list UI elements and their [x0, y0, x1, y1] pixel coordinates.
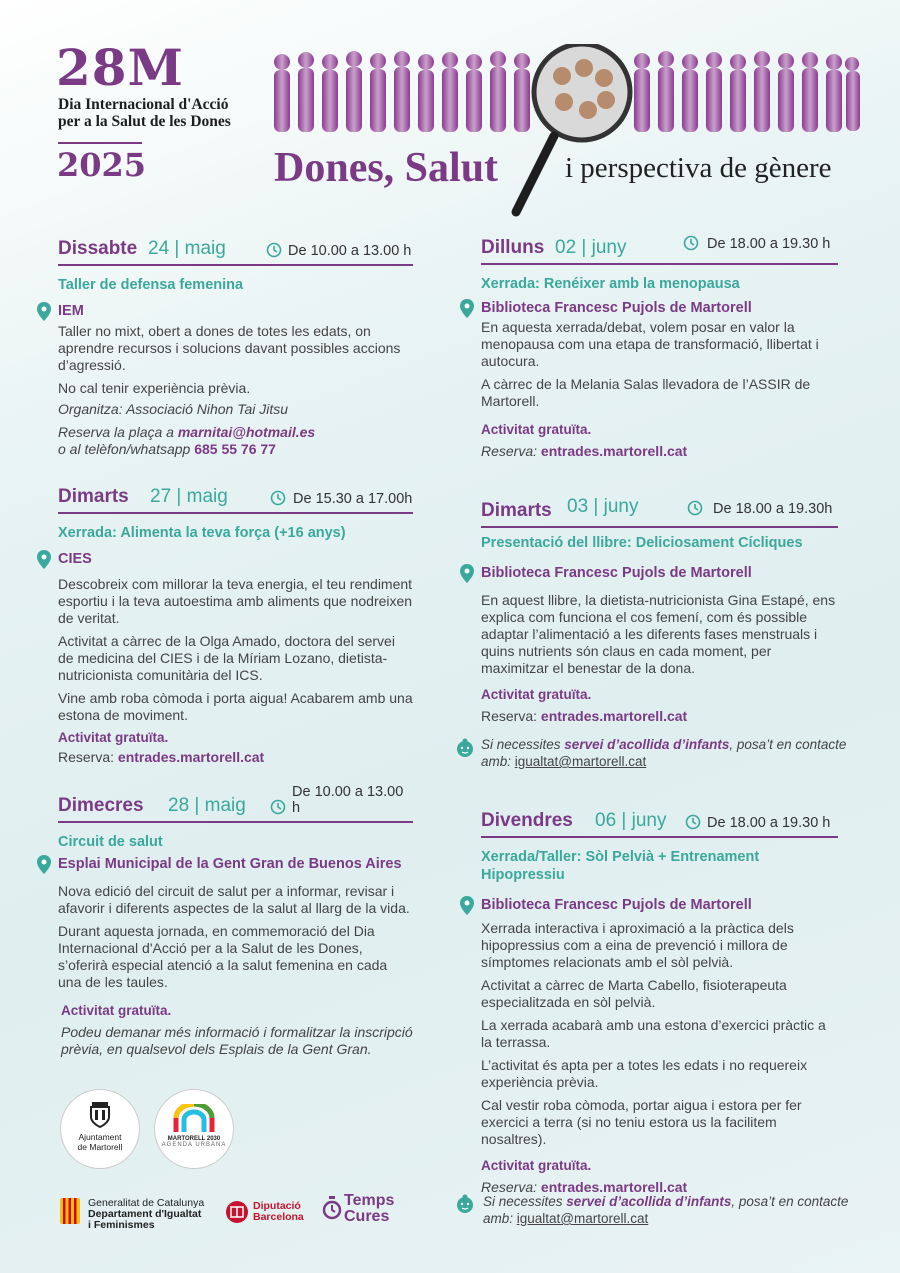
- free-activity-label: Activitat gratuïta.: [61, 1003, 172, 1018]
- event-sat24: [58, 238, 413, 458]
- reserve-link[interactable]: entrades.martorell.cat: [540, 443, 688, 459]
- reserve-phone[interactable]: 685 55 76 77: [194, 441, 276, 457]
- reserve-label: Reserva:: [58, 749, 118, 765]
- subtitle-line-1: Dia Internacional d'Acció: [58, 96, 229, 113]
- event-description: Xerrada interactiva i aproximació a la pràctica dels hipopressius com a eina de prevenció i millora de símptomes relacionats amb el sòl pelvià.: [481, 920, 794, 970]
- event-place: [58, 302, 413, 320]
- generalitat-line-1: Generalitat de Catalunya: [88, 1197, 205, 1209]
- reserve-label: Reserva:: [481, 1179, 541, 1195]
- event-note: No cal tenir experiència prèvia.: [58, 380, 251, 396]
- event-tue03: [481, 494, 838, 724]
- location-pin-icon: [37, 855, 51, 874]
- kids-text-c: , posa’t en contacte amb:: [483, 1194, 849, 1226]
- child-care-icon: [455, 738, 475, 758]
- event-note: Vine amb roba còmoda i porta aigua! Acabarem amb una estona de moviment.: [58, 690, 413, 723]
- event-speakers: A càrrec de la Melania Salas llevadora de l’ASSIR de Martorell.: [481, 376, 811, 409]
- diputacio-line-1: Diputació: [253, 1200, 301, 1212]
- event-description: Nova edició del circuit de salut per a informar, revisar i afavorir i diferents aspectes de la salut al llarg de la vida.: [58, 883, 410, 916]
- day-date: 06 | juny: [595, 810, 667, 831]
- kids-email-link[interactable]: igualtat@martorell.cat: [516, 1211, 649, 1226]
- temps-line: Temps: [344, 1192, 395, 1209]
- event-place: [58, 855, 413, 873]
- child-care-note: [483, 1193, 853, 1227]
- header-divider: [58, 142, 142, 144]
- event-description: En aquesta xerrada/debat, volem posar en valor la menopausa com una etapa de transformació, llibertat i autocura.: [481, 319, 819, 369]
- event-title: Circuit de salut: [58, 834, 163, 850]
- free-activity-label: Activitat gratuïta.: [58, 730, 169, 745]
- day-date: 24 | maig: [148, 238, 226, 259]
- place-name: Biblioteca Francesc Pujols de Martorell: [481, 565, 752, 581]
- reservation-line: [481, 708, 838, 724]
- place-name: Esplai Municipal de la Gent Gran de Buenos Aires: [58, 856, 402, 872]
- event-title: Presentació del llibre: Deliciosament Cícliques: [481, 535, 803, 551]
- event-note-3: Cal vestir roba còmoda, portar aigua i estora per fer exercici a terra (si no teniu estora us la facilitem nosaltres).: [481, 1097, 802, 1147]
- event-description: Taller no mixt, obert a dones de totes les edats, on aprendre recursos i solucions davant possibles accions d’agressió.: [58, 323, 401, 373]
- location-pin-icon: [37, 302, 51, 321]
- day-date: 02 | juny: [555, 237, 627, 258]
- subtitle-line-2: per a la Salut de les Dones: [58, 113, 231, 130]
- event-time: De 10.00 a 13.00 h: [292, 784, 404, 816]
- main-title: Dones, Salut: [274, 145, 499, 191]
- event-title: Xerrada: Alimenta la teva força (+16 anys): [58, 525, 346, 541]
- event-place: [481, 299, 838, 317]
- day-date: 28 | maig: [168, 795, 246, 816]
- clock-icon: [266, 242, 282, 258]
- clock-icon: [683, 235, 699, 251]
- clock-icon: [270, 799, 286, 815]
- event-place: [58, 550, 413, 568]
- event-title: Taller de defensa femenina: [58, 277, 244, 293]
- event-reservation: [58, 424, 413, 458]
- reserve-link[interactable]: entrades.martorell.cat: [117, 749, 265, 765]
- kids-text-c: , posa’t en contacte amb:: [481, 737, 847, 769]
- women-silhouettes-illustration: [272, 44, 862, 219]
- ajuntament-martorell-logo: [60, 1089, 140, 1169]
- event-title: Xerrada/Taller: Sòl Pelvià + Entrenament Hipopressiu: [481, 849, 760, 883]
- location-pin-icon: [460, 896, 474, 915]
- event-note: Podeu demanar més informació i formalitzar la inscripció prèvia, en qualsevol dels Esplais de la Gent Gran.: [61, 1024, 413, 1057]
- reservation-line: [481, 443, 838, 459]
- kids-service: servei d’acollida d’infants: [566, 1194, 732, 1209]
- coat-of-arms-icon: [88, 1100, 112, 1128]
- free-activity-label: Activitat gratuïta.: [481, 422, 592, 437]
- day-name: Divendres: [481, 810, 573, 831]
- event-time: De 18.00 a 19.30 h: [707, 236, 831, 252]
- event-speakers: Activitat a càrrec de Marta Cabello, fisioterapeuta especialitzada en sòl pelvià.: [481, 977, 787, 1010]
- clock-icon: [685, 814, 701, 830]
- event-description: Descobreix com millorar la teva energia, el teu rendiment esportiu i la teva autoestima amb aliments que nodreixen de veritat.: [58, 576, 413, 626]
- event-subtitle: [58, 96, 231, 130]
- event-wed28: [58, 784, 413, 1058]
- event-organizer: Organitza: Associació Nihon Tai Jitsu: [58, 401, 289, 417]
- event-fri06: [481, 808, 838, 1195]
- martorell-2030-line-2: AGENDA URBANA: [161, 1142, 227, 1148]
- edition-title: 28M: [56, 38, 184, 97]
- location-pin-icon: [460, 299, 474, 318]
- diputacio-line-2: Barcelona: [253, 1211, 304, 1223]
- place-name: Biblioteca Francesc Pujols de Martorell: [481, 300, 752, 316]
- event-description: En aquest llibre, la dietista-nutricionista Gina Estapé, ens explica com funciona el cos femení, com és possible adaptar l’alimentació a les diferents fases menstruals i quins nutrients són claus en cada moment, per maximitzar el benestar de la dona.: [481, 592, 836, 676]
- martorell-2030-line-1: MARTORELL 2030: [167, 1136, 221, 1142]
- day-date: 03 | juny: [567, 496, 639, 517]
- event-place: [481, 896, 838, 914]
- place-name: Biblioteca Francesc Pujols de Martorell: [481, 897, 752, 913]
- day-name: Dilluns: [481, 237, 545, 258]
- day-header: [481, 494, 838, 528]
- day-header: [58, 784, 413, 823]
- magnifier-handle: [516, 136, 554, 212]
- event-place: [481, 564, 838, 582]
- ajuntament-line-2: de Martorell: [77, 1142, 123, 1152]
- event-speakers: Activitat a càrrec de la Olga Amado, doctora del servei de medicina del CIES i de la Míriam Lozano, dietista-nutricionista comunitària del ICS.: [58, 633, 395, 683]
- kids-text-a: Si necessites: [481, 737, 565, 752]
- day-header: [481, 808, 838, 838]
- child-care-icon: [455, 1194, 475, 1214]
- temps-cures-logo: [322, 1193, 394, 1225]
- clock-icon: [687, 500, 703, 516]
- reserve-link[interactable]: entrades.martorell.cat: [540, 708, 688, 724]
- generalitat-line-2: Departament d'Igualtat: [88, 1208, 202, 1220]
- event-time: De 15.30 a 17.00h: [293, 491, 413, 507]
- day-name: Dimarts: [58, 486, 129, 507]
- agenda-urbana-arch-icon: [172, 1104, 216, 1132]
- reserve-email-link[interactable]: marnitai@hotmail.es: [177, 424, 316, 440]
- reserve-text: Reserva la plaça a: [58, 424, 178, 440]
- generalitat-line-3: i Feminismes: [88, 1219, 155, 1231]
- event-details: Durant aquesta jornada, en commemoració del Dia Internacional d'Acció per a la Salut de les Dones, s’oferirà especial atenció a la salut femenina en cada una de les taules.: [58, 923, 388, 990]
- event-time: De 18.00 a 19.30h: [713, 501, 833, 517]
- day-header: [58, 486, 413, 514]
- kids-text-a: Si necessites: [483, 1194, 567, 1209]
- child-care-note: [481, 736, 851, 770]
- place-name: CIES: [58, 551, 92, 567]
- diputacio-emblem-icon: [226, 1201, 248, 1223]
- generalitat-logo: [60, 1198, 204, 1231]
- reserve-phone-text: o al telèfon/whatsapp: [58, 441, 195, 457]
- reserve-label: Reserva:: [481, 708, 541, 724]
- event-tue27: [58, 486, 413, 765]
- day-name: Dissabte: [58, 238, 138, 259]
- senyera-icon: [60, 1198, 80, 1224]
- place-name: IEM: [58, 303, 84, 319]
- ajuntament-line-1: Ajuntament: [78, 1132, 122, 1142]
- reservation-line: [58, 749, 413, 765]
- diputacio-barcelona-logo: [226, 1201, 304, 1223]
- location-pin-icon: [37, 550, 51, 569]
- kids-email-link[interactable]: igualtat@martorell.cat: [514, 754, 647, 769]
- free-activity-label: Activitat gratuïta.: [481, 687, 592, 702]
- day-header: [481, 232, 838, 265]
- cures-line: Cures: [344, 1208, 390, 1225]
- event-note-2: L’activitat és apta per a totes les edats i no requereix experiència prèvia.: [481, 1057, 808, 1090]
- year: 2025: [57, 146, 147, 184]
- day-name: Dimecres: [58, 795, 144, 816]
- reserve-label: Reserva:: [481, 443, 541, 459]
- location-pin-icon: [460, 564, 474, 583]
- day-name: Dimarts: [481, 500, 552, 521]
- reserve-link[interactable]: entrades.martorell.cat: [540, 1179, 688, 1195]
- event-time: De 10.00 a 13.00 h: [288, 243, 412, 259]
- martorell-2030-logo: [154, 1089, 234, 1169]
- event-mon02: [481, 232, 838, 459]
- event-note-1: La xerrada acabarà amb una estona d’exercici pràctic a la terrassa.: [481, 1017, 826, 1050]
- free-activity-label: Activitat gratuïta.: [481, 1158, 592, 1173]
- day-date: 27 | maig: [150, 486, 228, 507]
- event-time: De 18.00 a 19.30 h: [707, 815, 831, 831]
- magnifier-lens: [534, 44, 630, 140]
- clock-icon: [270, 490, 286, 506]
- stopwatch-icon: [322, 1195, 344, 1221]
- event-title: Xerrada: Renéixer amb la menopausa: [481, 276, 740, 292]
- kids-service: servei d’acollida d’infants: [564, 737, 730, 752]
- day-header: [58, 238, 413, 266]
- main-title-rest: i perspectiva de gènere: [565, 152, 832, 184]
